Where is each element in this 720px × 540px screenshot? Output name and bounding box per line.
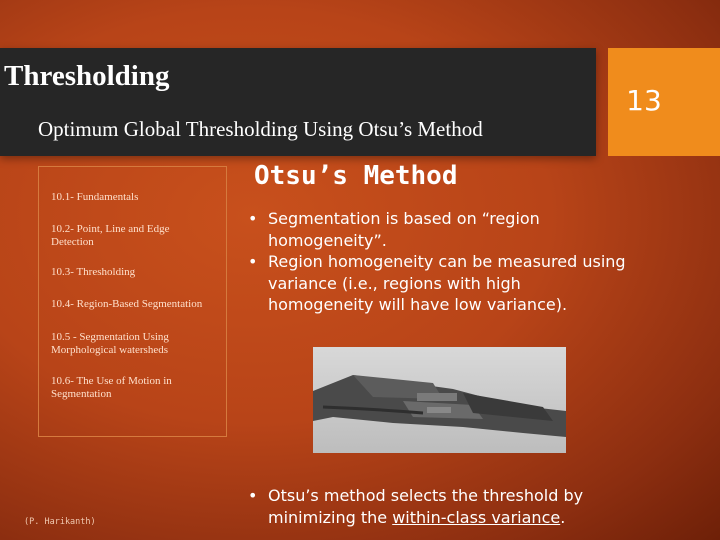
bullet-text: Otsu’s method selects the threshold by minimizing the	[268, 486, 584, 527]
wrench-photo-icon	[313, 347, 566, 453]
bullet-list-top	[246, 208, 626, 316]
toc-item-3[interactable]: 10.3- Thresholding	[51, 266, 136, 278]
bullet-item-otsu	[246, 485, 626, 528]
page-number: 13	[626, 84, 662, 117]
bullet-item: • Segmentation is based on “region homogeneity”.	[246, 208, 626, 251]
bullet-item: • Region homogeneity can be measured using variance (i.e., regions with high homogeneity will have low variance).	[246, 251, 626, 316]
toc-item-4[interactable]: 10.4- Region-Based Segmentation	[51, 298, 203, 310]
wrench-photo	[313, 347, 566, 453]
toc-item-2[interactable]: 10.2- Point, Line and Edge Detection	[51, 223, 170, 248]
slide-subtitle: Optimum Global Thresholding Using Otsu’s Method	[38, 117, 483, 141]
toc-item-6[interactable]: 10.6- The Use of Motion in Segmentation	[51, 375, 172, 400]
toc-item-5[interactable]: 10.5 - Segmentation Using Morphological watersheds	[51, 331, 169, 356]
author-credit: (P. Harikanth)	[24, 517, 96, 527]
slide-title: Thresholding	[4, 60, 170, 92]
toc-item-1[interactable]: 10.1- Fundamentals	[51, 191, 139, 203]
bullet-suffix: .	[560, 507, 566, 527]
within-class-variance-text: within-class variance	[392, 507, 561, 527]
bullet-list-bottom	[246, 485, 626, 528]
content-heading: Otsu’s Method	[254, 161, 458, 191]
